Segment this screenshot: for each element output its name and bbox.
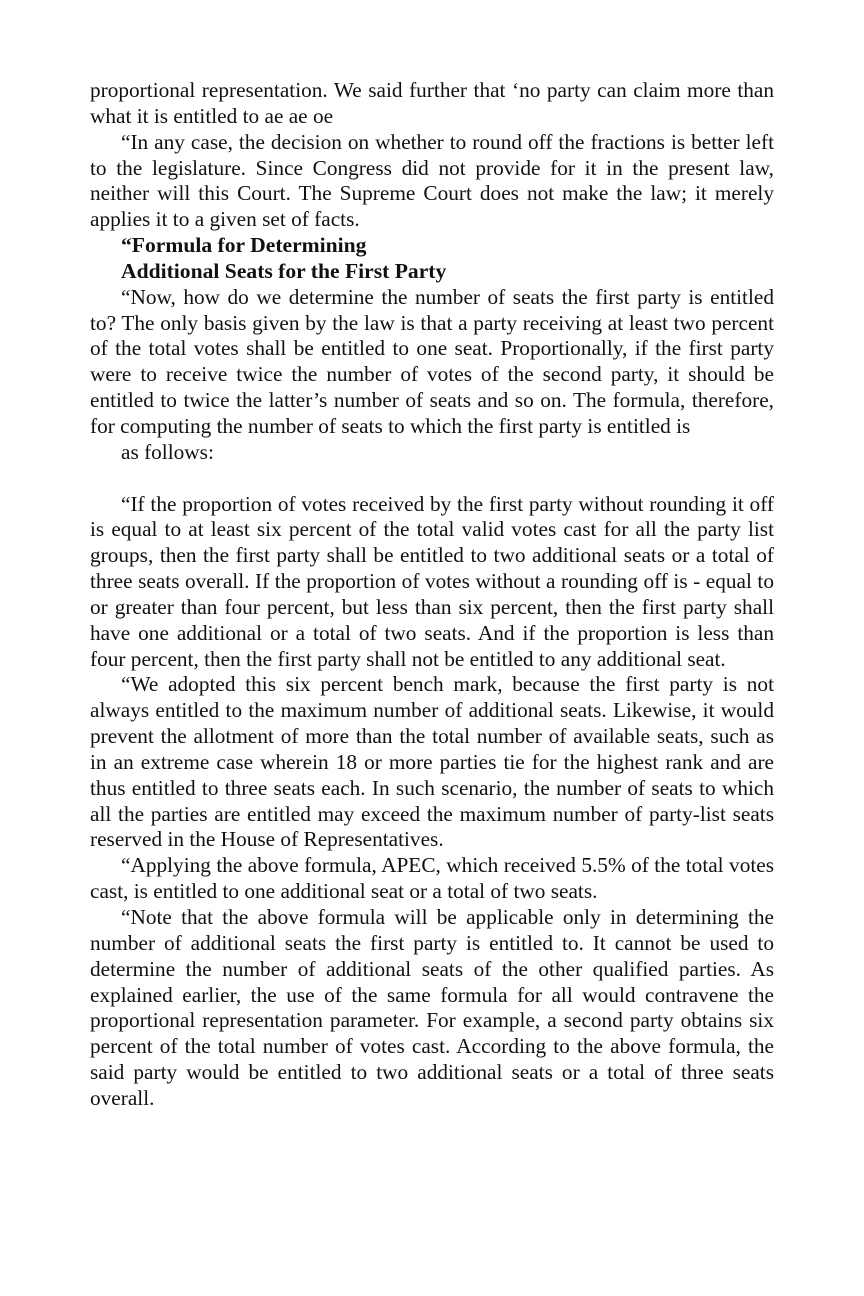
blank-line (90, 466, 774, 492)
paragraph-determine-seats: “Now, how do we determine the number of seats the first party is entitled to? The only basis given by the law is that a party receiving at least two percent of the total votes shall be entitled to one seat. Proportionally, if the first party were to receive twice the number of votes of the second party, it should be entitled to twice the latter’s number of seats and so on. The formula, therefore, for computing the number of seats to which the first party is entitled is (90, 284, 774, 438)
paragraph-bench-mark: “We adopted this six percent bench mark, because the first party is not always entitled to the maximum number of additional seats. Likewise, it would prevent the allotment of more than the total number of available seats, such as in an extreme case wherein 18 or more parties tie for the highest rank and are thus entitled to three seats each. In such scenario, the number of seats to which all the parties are entitled may exceed the maximum number of party-list seats reserved in the House of Representatives. (90, 672, 774, 852)
paragraph-proportional-representation: proportional representation. We said further that ‘no party can claim more than what it is entitled to ae ae oe (90, 78, 774, 128)
paragraph-six-percent-rule: “If the proportion of votes received by the first party without rounding it off is equal to at least six percent of the total valid votes cast for all the party list groups, then the first party shall be entitled to two additional seats or a total of three seats overall. If the proportion of votes without a rounding off is - equal to or greater than four percent, but less than six percent, then the first party shall have one additional or a total of two seats. And if the proportion is less than four percent, then the first party shall not be entitled to any additional seat. (90, 491, 774, 671)
paragraph-apec-example: “Applying the above formula, APEC, which received 5.5% of the total votes cast, is entitled to one additional seat or a total of two seats. (90, 853, 774, 904)
paragraph-continuation: as follows: (121, 439, 214, 464)
paragraph-rounding-fractions: “In any case, the decision on whether to round off the fractions is better left to the legislature. Since Congress did not provide for it in the present law, neither will this Court. The Supreme Court does not make the law; it merely applies it to a given set of facts. (90, 129, 774, 232)
section-heading-line-1: “Formula for Determining (121, 233, 367, 258)
paragraph-formula-applicability: “Note that the above formula will be applicable only in determining the number of additional seats the first party is entitled to. It cannot be used to determine the number of additional seats of the other qualified parties. As explained earlier, the use of the same formula for all would contravene the proportional representation parameter. For example, a second party obtains six percent of the total number of votes cast. According to the above formula, the said party would be entitled to two additional seats or a total of three seats overall. (90, 905, 774, 1110)
section-heading-line-2: Additional Seats for the First Party (121, 258, 447, 283)
